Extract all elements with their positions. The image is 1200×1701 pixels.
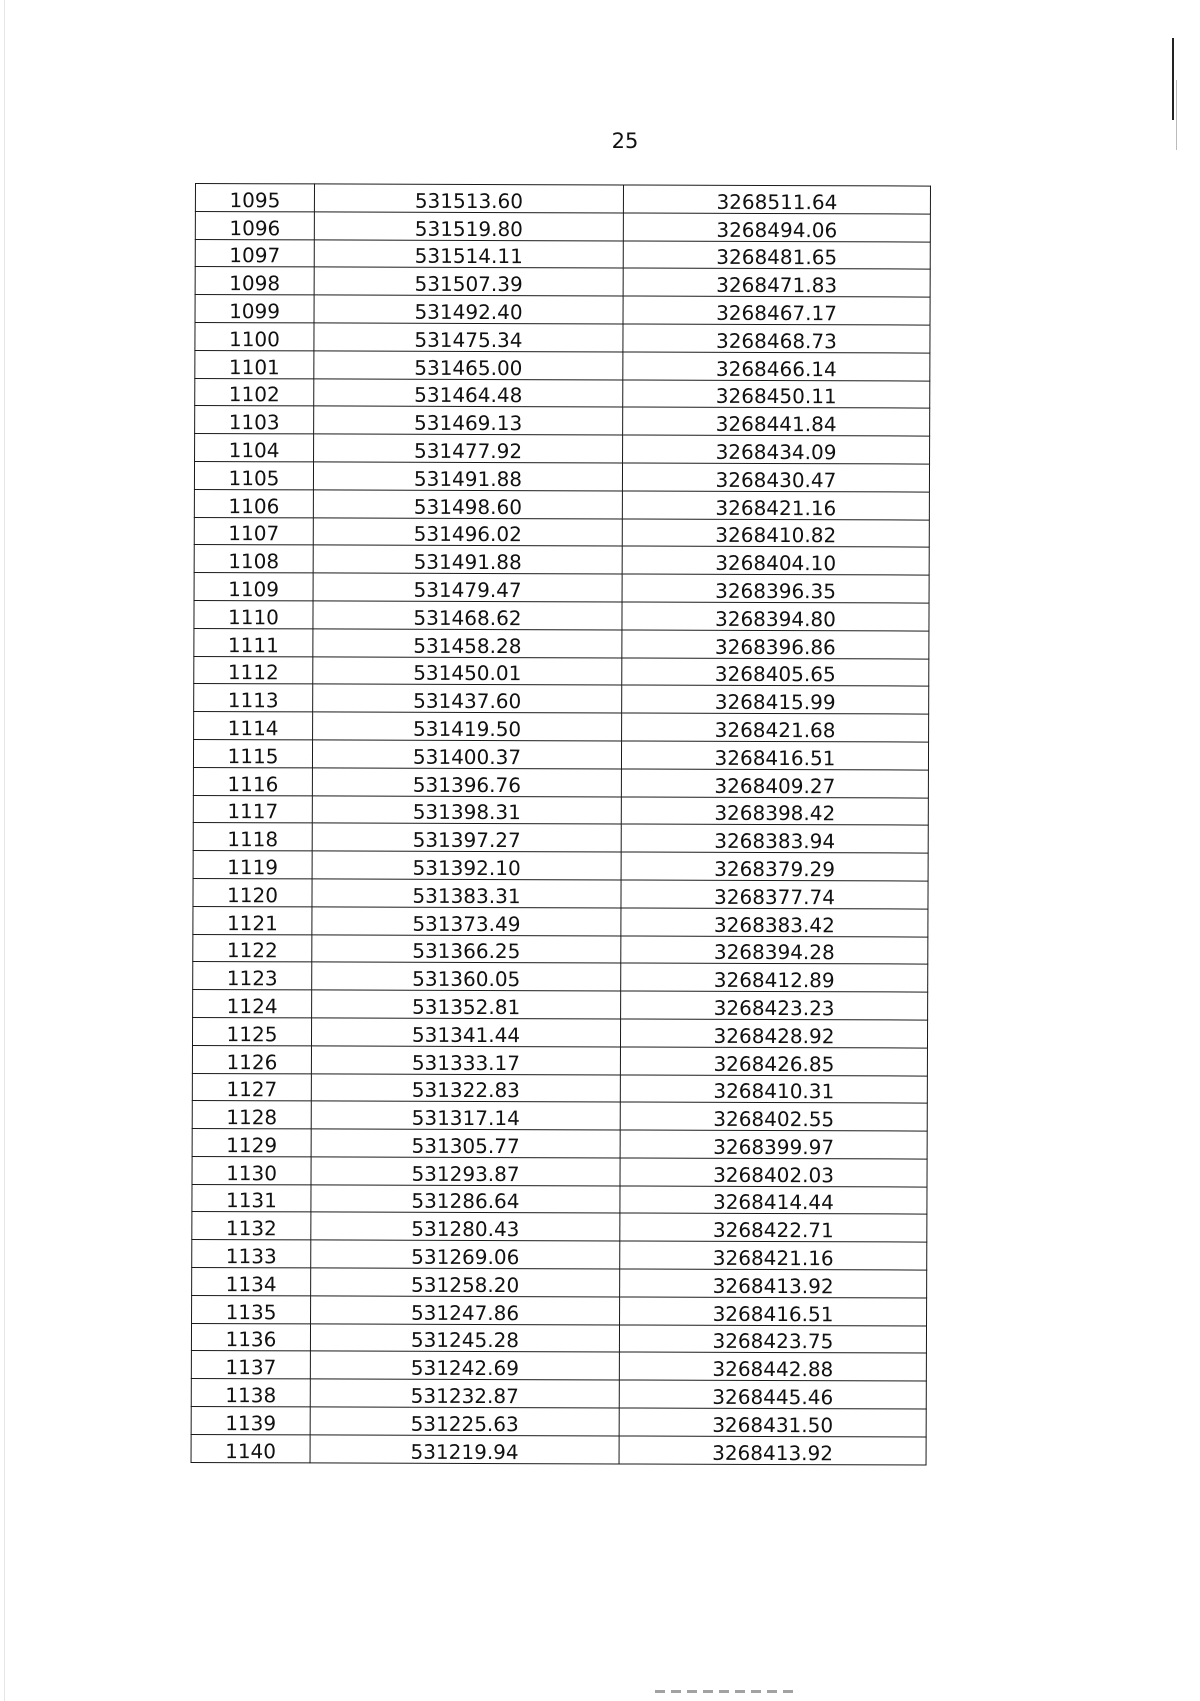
x-coordinate-cell: 531479.47 <box>313 573 622 602</box>
x-coordinate-cell: 531293.87 <box>311 1157 620 1186</box>
table-row <box>191 1434 926 1464</box>
x-coordinate-cell: 531366.25 <box>312 934 621 963</box>
page-number: 25 <box>611 129 639 153</box>
y-coordinate-cell: 3268379.29 <box>621 852 928 881</box>
x-coordinate-cell: 531468.62 <box>313 601 622 630</box>
y-coordinate-cell: 3268423.23 <box>621 991 928 1020</box>
point-number-cell: 1096 <box>195 211 314 239</box>
x-coordinate-cell: 531400.37 <box>312 740 621 769</box>
table-row <box>192 1045 927 1075</box>
point-number-cell: 1137 <box>191 1351 310 1379</box>
point-number-cell: 1118 <box>193 823 312 851</box>
y-coordinate-cell: 3268421.16 <box>620 1241 927 1270</box>
table-row <box>194 517 929 547</box>
y-coordinate-cell: 3268467.17 <box>623 296 930 325</box>
point-number-cell: 1122 <box>193 934 312 962</box>
table-row <box>192 1073 927 1103</box>
y-coordinate-cell: 3268413.92 <box>619 1436 926 1465</box>
y-coordinate-cell: 3268450.11 <box>623 380 930 409</box>
table-row <box>194 628 929 658</box>
table-row <box>194 684 929 714</box>
x-coordinate-cell: 531498.60 <box>313 490 622 519</box>
table-row <box>191 1379 926 1409</box>
x-coordinate-cell: 531219.94 <box>310 1435 619 1464</box>
point-number-cell: 1100 <box>195 322 314 350</box>
y-coordinate-cell: 3268431.50 <box>619 1408 926 1437</box>
x-coordinate-cell: 531360.05 <box>312 962 621 991</box>
table-row <box>192 1212 927 1242</box>
point-number-cell: 1097 <box>195 239 314 267</box>
x-coordinate-cell: 531398.31 <box>312 795 621 824</box>
y-coordinate-cell: 3268442.88 <box>619 1352 926 1381</box>
table-row <box>195 350 930 380</box>
x-coordinate-cell: 531305.77 <box>311 1129 620 1158</box>
point-number-cell: 1130 <box>192 1156 311 1184</box>
y-coordinate-cell: 3268416.51 <box>620 1297 927 1326</box>
point-number-cell: 1106 <box>194 489 313 517</box>
scan-artifact-bottom <box>655 1690 795 1693</box>
table-row <box>192 1240 927 1270</box>
table-row <box>193 767 928 797</box>
x-coordinate-cell: 531373.49 <box>312 907 621 936</box>
y-coordinate-cell: 3268481.65 <box>623 241 930 270</box>
point-number-cell: 1126 <box>192 1045 311 1073</box>
table-row <box>192 1101 927 1131</box>
x-coordinate-cell: 531269.06 <box>311 1240 620 1269</box>
table-row <box>195 184 930 214</box>
y-coordinate-cell: 3268394.80 <box>622 602 929 631</box>
table-row <box>195 211 930 241</box>
x-coordinate-cell: 531397.27 <box>312 823 621 852</box>
y-coordinate-cell: 3268405.65 <box>622 658 929 687</box>
table-row <box>193 934 928 964</box>
point-number-cell: 1138 <box>191 1379 310 1407</box>
point-number-cell: 1119 <box>193 851 312 879</box>
y-coordinate-cell: 3268414.44 <box>620 1186 927 1215</box>
point-number-cell: 1140 <box>191 1434 310 1462</box>
y-coordinate-cell: 3268441.84 <box>623 407 930 436</box>
point-number-cell: 1112 <box>194 656 313 684</box>
x-coordinate-cell: 531419.50 <box>313 712 622 741</box>
x-coordinate-cell: 531225.63 <box>310 1407 619 1436</box>
table-row <box>194 600 929 630</box>
x-coordinate-cell: 531507.39 <box>314 267 623 296</box>
point-number-cell: 1136 <box>191 1323 310 1351</box>
point-number-cell: 1117 <box>193 795 312 823</box>
y-coordinate-cell: 3268383.42 <box>621 908 928 937</box>
y-coordinate-cell: 3268445.46 <box>619 1380 926 1409</box>
table-row <box>194 489 929 519</box>
y-coordinate-cell: 3268423.75 <box>619 1325 926 1354</box>
point-number-cell: 1129 <box>192 1129 311 1157</box>
x-coordinate-cell: 531392.10 <box>312 851 621 880</box>
point-number-cell: 1105 <box>194 461 313 489</box>
coordinate-table-body <box>191 184 930 1465</box>
x-coordinate-cell: 531383.31 <box>312 879 621 908</box>
x-coordinate-cell: 531514.11 <box>314 240 623 269</box>
point-number-cell: 1113 <box>194 684 313 712</box>
point-number-cell: 1110 <box>194 600 313 628</box>
table-row <box>193 878 928 908</box>
table-row <box>194 461 929 491</box>
x-coordinate-cell: 531242.69 <box>310 1351 619 1380</box>
point-number-cell: 1115 <box>193 739 312 767</box>
x-coordinate-cell: 531322.83 <box>311 1073 620 1102</box>
point-number-cell: 1128 <box>192 1101 311 1129</box>
x-coordinate-cell: 531491.88 <box>313 545 622 574</box>
x-coordinate-cell: 531245.28 <box>310 1324 619 1353</box>
y-coordinate-cell: 3268409.27 <box>621 769 928 798</box>
point-number-cell: 1095 <box>195 184 314 212</box>
table-row <box>193 739 928 769</box>
y-coordinate-cell: 3268412.89 <box>621 963 928 992</box>
table-row <box>191 1351 926 1381</box>
table-row <box>192 1156 927 1186</box>
point-number-cell: 1104 <box>195 434 314 462</box>
point-number-cell: 1109 <box>194 573 313 601</box>
point-number-cell: 1134 <box>192 1268 311 1296</box>
y-coordinate-cell: 3268410.31 <box>620 1074 927 1103</box>
x-coordinate-cell: 531450.01 <box>313 656 622 685</box>
x-coordinate-cell: 531258.20 <box>311 1268 620 1297</box>
y-coordinate-cell: 3268511.64 <box>623 185 930 214</box>
x-coordinate-cell: 531286.64 <box>311 1185 620 1214</box>
point-number-cell: 1121 <box>193 906 312 934</box>
x-coordinate-cell: 531464.48 <box>314 378 623 407</box>
table-row <box>193 990 928 1020</box>
y-coordinate-cell: 3268494.06 <box>623 213 930 242</box>
point-number-cell: 1116 <box>193 767 312 795</box>
scan-edge-left <box>4 0 5 1701</box>
x-coordinate-cell: 531477.92 <box>314 434 623 463</box>
table-row <box>192 1129 927 1159</box>
x-coordinate-cell: 531519.80 <box>314 212 623 241</box>
y-coordinate-cell: 3268404.10 <box>622 546 929 575</box>
table-row <box>193 795 928 825</box>
x-coordinate-cell: 531475.34 <box>314 323 623 352</box>
y-coordinate-cell: 3268415.99 <box>622 685 929 714</box>
x-coordinate-cell: 531513.60 <box>314 184 623 213</box>
x-coordinate-cell: 531333.17 <box>311 1046 620 1075</box>
y-coordinate-cell: 3268434.09 <box>623 435 930 464</box>
table-row <box>195 406 930 436</box>
table-row <box>193 851 928 881</box>
point-number-cell: 1098 <box>195 267 314 295</box>
x-coordinate-cell: 531492.40 <box>314 295 623 324</box>
y-coordinate-cell: 3268394.28 <box>621 936 928 965</box>
y-coordinate-cell: 3268471.83 <box>623 268 930 297</box>
x-coordinate-cell: 531247.86 <box>311 1296 620 1325</box>
point-number-cell: 1099 <box>195 295 314 323</box>
y-coordinate-cell: 3268430.47 <box>622 463 929 492</box>
x-coordinate-cell: 531317.14 <box>311 1101 620 1130</box>
table-row <box>194 712 929 742</box>
scan-edge-right <box>1172 38 1174 120</box>
y-coordinate-cell: 3268428.92 <box>620 1019 927 1048</box>
table-row <box>194 573 929 603</box>
y-coordinate-cell: 3268422.71 <box>620 1213 927 1242</box>
table-row <box>195 239 930 269</box>
x-coordinate-cell: 531280.43 <box>311 1212 620 1241</box>
y-coordinate-cell: 3268402.55 <box>620 1102 927 1131</box>
point-number-cell: 1139 <box>191 1407 310 1435</box>
x-coordinate-cell: 531491.88 <box>313 462 622 491</box>
table-row <box>192 1017 927 1047</box>
table-row <box>191 1323 926 1353</box>
x-coordinate-cell: 531458.28 <box>313 629 622 658</box>
y-coordinate-cell: 3268421.68 <box>622 713 929 742</box>
y-coordinate-cell: 3268402.03 <box>620 1158 927 1187</box>
y-coordinate-cell: 3268377.74 <box>621 880 928 909</box>
table-row <box>194 656 929 686</box>
point-number-cell: 1102 <box>195 378 314 406</box>
point-number-cell: 1108 <box>194 545 313 573</box>
y-coordinate-cell: 3268468.73 <box>623 324 930 353</box>
y-coordinate-cell: 3268416.51 <box>621 741 928 770</box>
y-coordinate-cell: 3268383.94 <box>621 824 928 853</box>
x-coordinate-cell: 531469.13 <box>314 406 623 435</box>
point-number-cell: 1135 <box>192 1295 311 1323</box>
point-number-cell: 1120 <box>193 878 312 906</box>
table-row <box>193 823 928 853</box>
table-row <box>195 295 930 325</box>
y-coordinate-cell: 3268396.35 <box>622 574 929 603</box>
x-coordinate-cell: 531341.44 <box>311 1018 620 1047</box>
table-row <box>192 1268 927 1298</box>
point-number-cell: 1125 <box>192 1017 311 1045</box>
table-row <box>192 1295 927 1325</box>
table-row <box>191 1407 926 1437</box>
x-coordinate-cell: 531496.02 <box>313 517 622 546</box>
point-number-cell: 1111 <box>194 628 313 656</box>
point-number-cell: 1124 <box>193 990 312 1018</box>
coordinate-table <box>191 183 931 1465</box>
y-coordinate-cell: 3268399.97 <box>620 1130 927 1159</box>
point-number-cell: 1131 <box>192 1184 311 1212</box>
y-coordinate-cell: 3268426.85 <box>620 1047 927 1076</box>
x-coordinate-cell: 531232.87 <box>310 1379 619 1408</box>
x-coordinate-cell: 531465.00 <box>314 351 623 380</box>
y-coordinate-cell: 3268396.86 <box>622 630 929 659</box>
x-coordinate-cell: 531352.81 <box>312 990 621 1019</box>
point-number-cell: 1127 <box>192 1073 311 1101</box>
point-number-cell: 1114 <box>194 712 313 740</box>
table-row <box>192 1184 927 1214</box>
table-row <box>194 545 929 575</box>
table-row <box>195 378 930 408</box>
table-row <box>195 267 930 297</box>
point-number-cell: 1133 <box>192 1240 311 1268</box>
point-number-cell: 1103 <box>195 406 314 434</box>
table-row <box>195 434 930 464</box>
y-coordinate-cell: 3268421.16 <box>622 491 929 520</box>
point-number-cell: 1123 <box>193 962 312 990</box>
x-coordinate-cell: 531396.76 <box>312 768 621 797</box>
point-number-cell: 1107 <box>194 517 313 545</box>
y-coordinate-cell: 3268398.42 <box>621 797 928 826</box>
x-coordinate-cell: 531437.60 <box>313 684 622 713</box>
table-row <box>195 322 930 352</box>
point-number-cell: 1101 <box>195 350 314 378</box>
y-coordinate-cell: 3268410.82 <box>622 519 929 548</box>
point-number-cell: 1132 <box>192 1212 311 1240</box>
y-coordinate-cell: 3268466.14 <box>623 352 930 381</box>
y-coordinate-cell: 3268413.92 <box>620 1269 927 1298</box>
table-row <box>193 906 928 936</box>
table-row <box>193 962 928 992</box>
